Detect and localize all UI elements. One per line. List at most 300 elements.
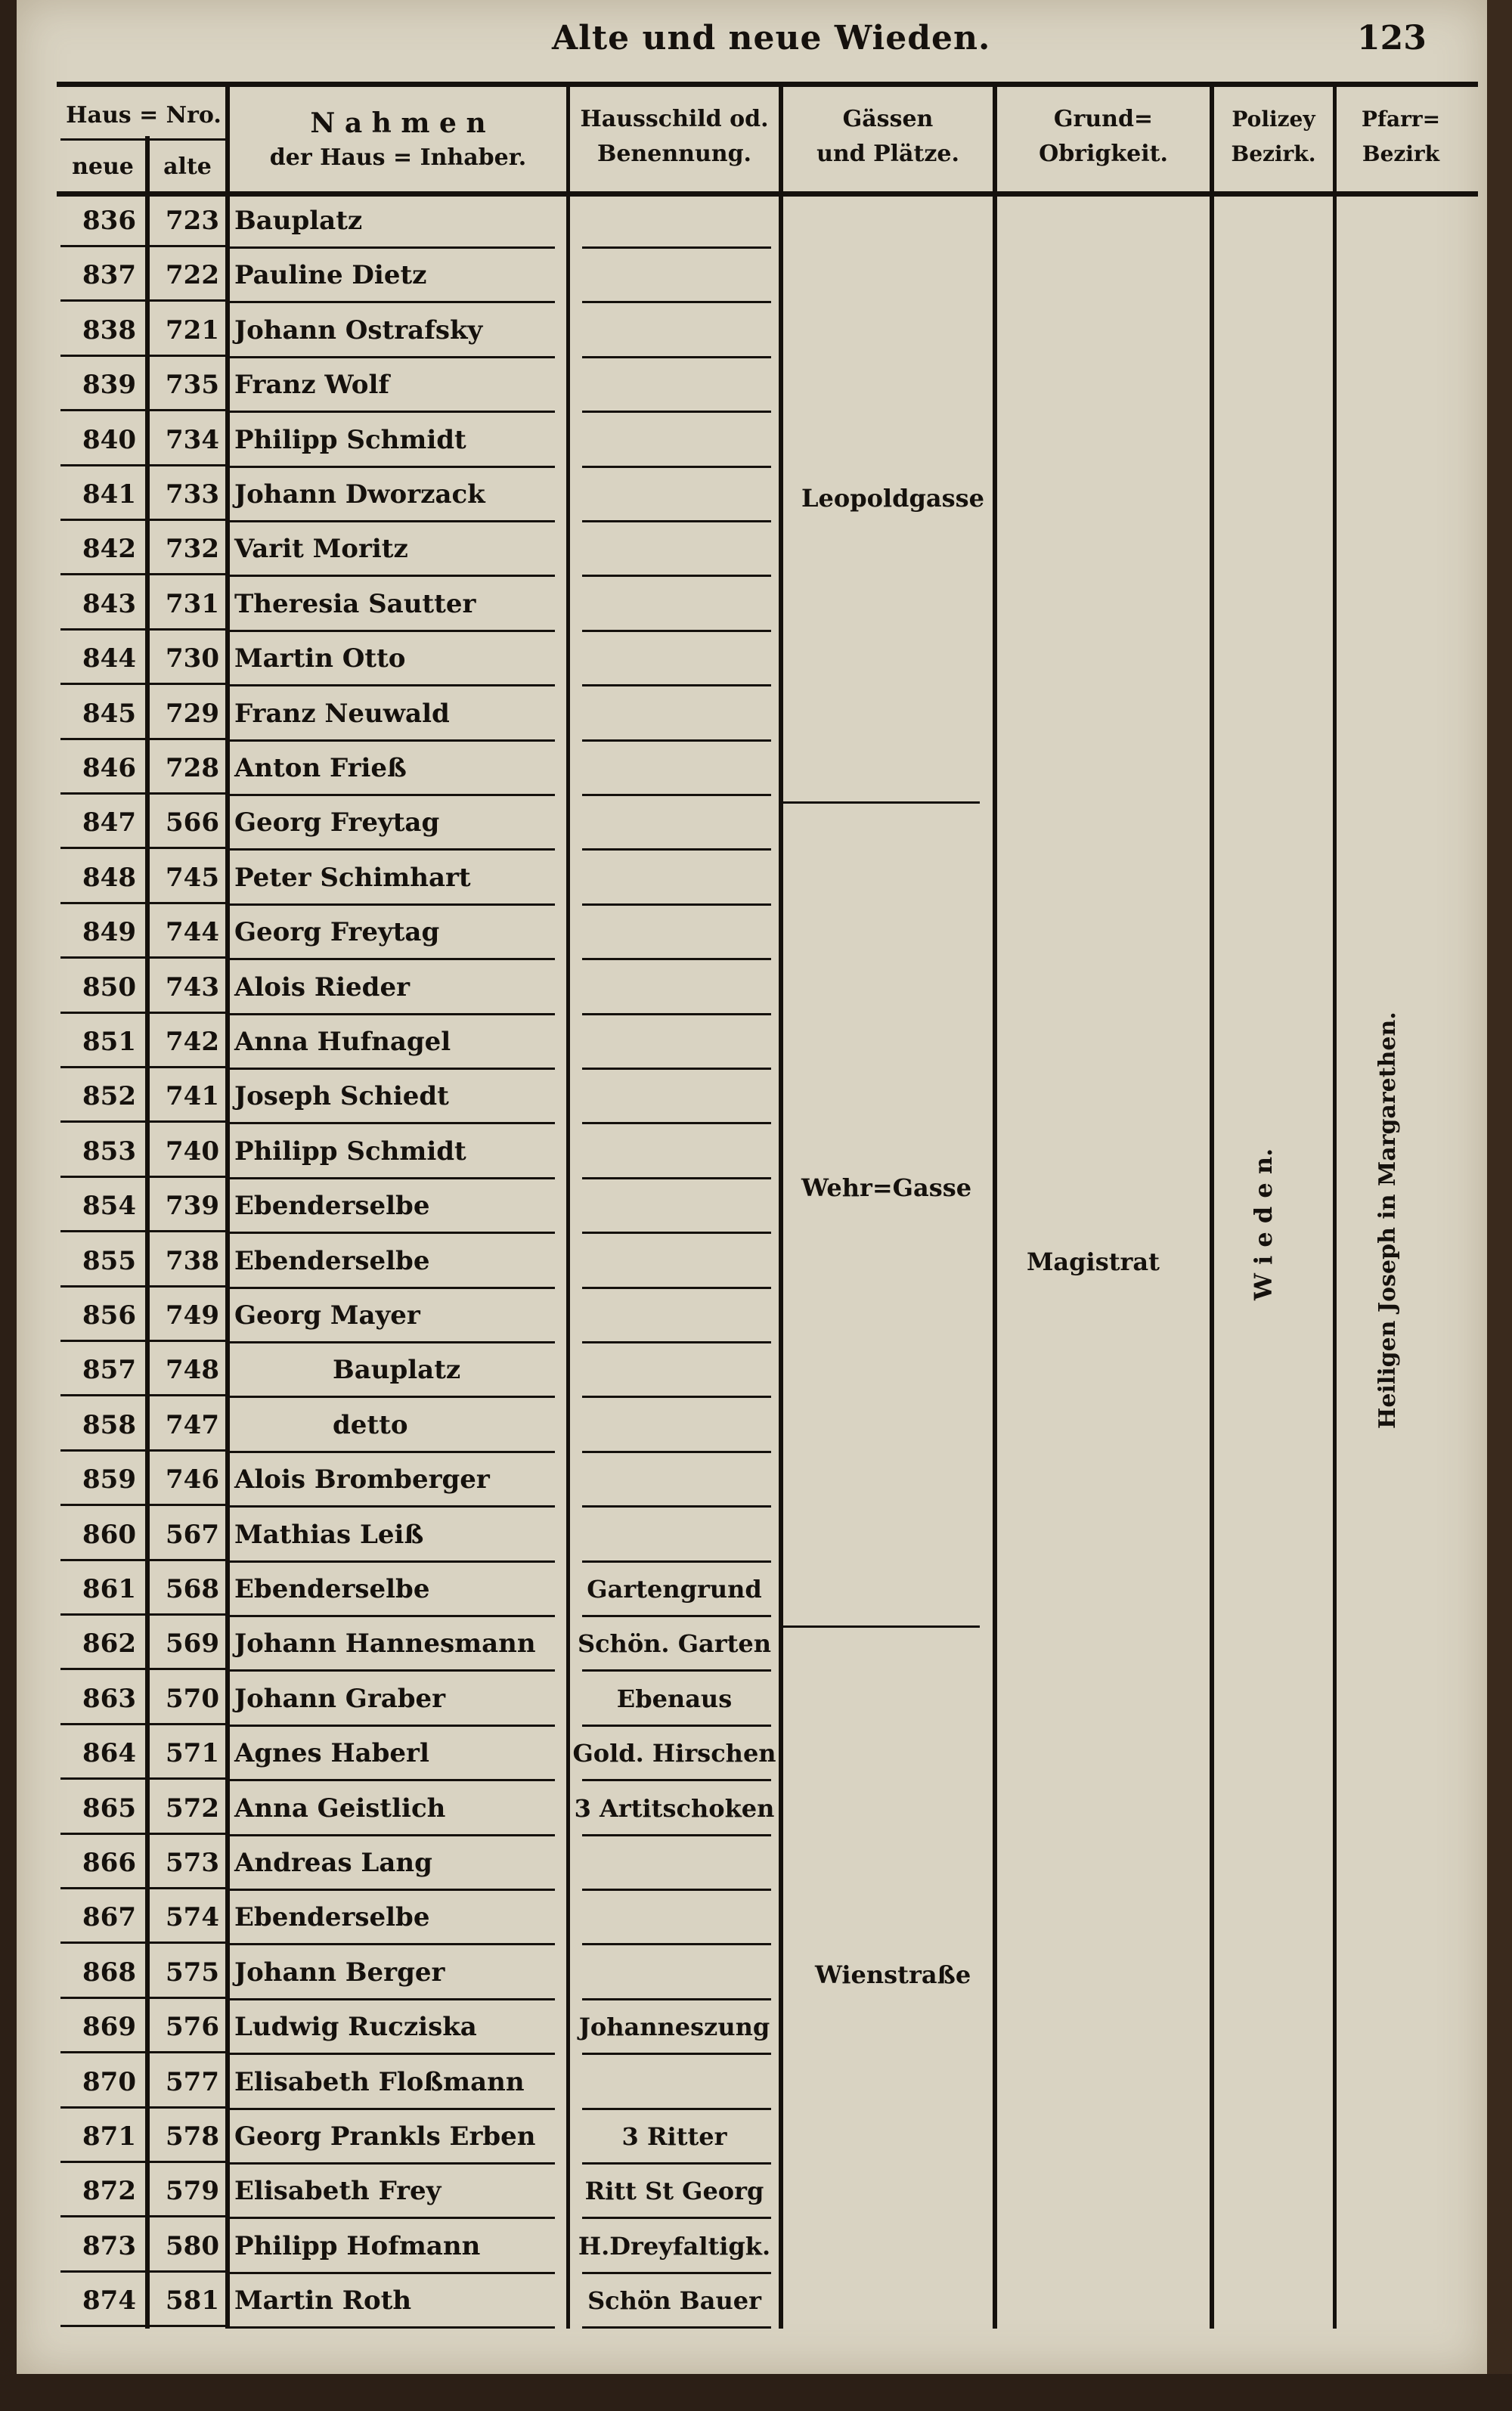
- row-underline-owner: [230, 684, 555, 686]
- row-underline-alte: [150, 2106, 225, 2109]
- row-underline-alte: [150, 1833, 225, 1835]
- row-owner-name: Franz Neuwald: [234, 698, 450, 729]
- row-underline-sign: [582, 1505, 771, 1508]
- row-owner-name: Bauplatz: [234, 206, 363, 236]
- header-pfarr: [1337, 102, 1465, 172]
- row-neue-number: 839: [82, 370, 136, 401]
- col-rule-polizey-pfarr: [1333, 87, 1337, 2329]
- row-neue-number: 862: [82, 1629, 136, 1659]
- row-alte-number: 579: [166, 2176, 219, 2207]
- row-underline-owner: [230, 1068, 555, 1070]
- row-underline-sign: [582, 2326, 771, 2329]
- row-owner-name: Martin Roth: [234, 2285, 412, 2316]
- row-underline: [60, 628, 145, 631]
- row-underline-sign: [582, 356, 771, 358]
- row-owner-name: Theresia Sautter: [234, 588, 476, 619]
- row-underline-owner: [230, 2217, 555, 2219]
- row-owner-name: Georg Mayer: [234, 1300, 420, 1331]
- row-underline-sign: [582, 1287, 771, 1289]
- row-owner-name: Elisabeth Frey: [234, 2176, 442, 2207]
- row-neue-number: 865: [82, 1793, 136, 1824]
- header-polizey-line2: Bezirk.: [1231, 141, 1316, 166]
- row-underline-sign: [582, 1396, 771, 1398]
- row-underline-alte: [150, 1668, 225, 1670]
- row-underline-alte: [150, 1997, 225, 1999]
- row-underline: [60, 2051, 145, 2053]
- col-rule-grund-polizey: [1210, 87, 1214, 2329]
- row-alte-number: 741: [166, 1081, 219, 1112]
- row-neue-number: 858: [82, 1409, 136, 1440]
- row-underline-sign: [582, 903, 771, 906]
- header-alte: [150, 150, 225, 184]
- row-underline-sign: [582, 1341, 771, 1343]
- row-owner-name: Martin Otto: [234, 643, 406, 674]
- col-rule-sign-street: [779, 87, 783, 2329]
- row-underline-owner: [230, 1998, 555, 2000]
- header-haus-nro-label: Haus = Nro.: [66, 102, 222, 129]
- street-wehrgasse: Wehr=Gasse: [801, 1173, 972, 1202]
- col-rule-street-grund: [993, 87, 997, 2329]
- row-underline-owner: [230, 1013, 555, 1015]
- row-underline-owner: [230, 1177, 555, 1179]
- row-owner-name: Ebenderselbe: [234, 1191, 430, 1222]
- row-underline: [60, 1120, 145, 1123]
- row-underline-sign: [582, 2217, 771, 2219]
- row-alte-number: 748: [166, 1355, 219, 1386]
- row-hausschild: Schön. Garten: [577, 1629, 772, 1659]
- row-underline-sign: [582, 2108, 771, 2110]
- page-number: 123: [1357, 19, 1427, 57]
- row-underline-sign: [582, 1177, 771, 1179]
- row-owner-name: Bauplatz: [333, 1355, 461, 1386]
- row-underline-alte: [150, 1066, 225, 1068]
- row-underline-alte: [150, 792, 225, 795]
- row-underline-alte: [150, 1723, 225, 1725]
- row-alte-number: 730: [166, 643, 219, 674]
- row-underline-alte: [150, 1230, 225, 1232]
- row-underline-alte: [150, 956, 225, 959]
- row-underline-sign: [582, 1560, 771, 1563]
- row-alte-number: 749: [166, 1300, 219, 1331]
- row-owner-name: Elisabeth Floßmann: [234, 2066, 525, 2097]
- row-underline-alte: [150, 2325, 225, 2327]
- row-underline-sign: [582, 2162, 771, 2165]
- row-neue-number: 870: [82, 2066, 136, 2097]
- row-owner-name: Alois Bromberger: [234, 1464, 490, 1495]
- row-underline-alte: [150, 409, 225, 411]
- header-gassen: [783, 102, 993, 172]
- row-underline-alte: [150, 2215, 225, 2217]
- row-underline: [60, 683, 145, 685]
- row-underline-owner: [230, 2326, 555, 2329]
- row-underline: [60, 2215, 145, 2217]
- row-alte-number: 739: [166, 1191, 219, 1222]
- row-owner-name: Johann Dworzack: [234, 479, 485, 510]
- street-leopoldgasse: Leopoldgasse: [801, 484, 984, 513]
- row-neue-number: 866: [82, 1848, 136, 1878]
- row-owner-name: Ebenderselbe: [234, 1245, 430, 1276]
- row-underline-alte: [150, 1340, 225, 1342]
- row-underline: [60, 1176, 145, 1178]
- row-underline: [60, 1887, 145, 1889]
- row-underline-owner: [230, 2272, 555, 2274]
- row-underline-sign: [582, 1068, 771, 1070]
- row-hausschild: H.Dreyfaltigk.: [578, 2231, 771, 2261]
- row-underline-sign: [582, 1779, 771, 1781]
- row-underline: [60, 847, 145, 849]
- row-underline-owner: [230, 1505, 555, 1508]
- row-underline-owner: [230, 848, 555, 851]
- row-neue-number: 873: [82, 2230, 136, 2261]
- row-underline: [60, 738, 145, 740]
- row-underline-sign: [582, 1451, 771, 1453]
- row-underline-owner: [230, 575, 555, 577]
- row-underline-owner: [230, 903, 555, 906]
- row-underline-sign: [582, 246, 771, 249]
- row-underline: [60, 573, 145, 575]
- row-hausschild: Gold. Hirschen: [572, 1739, 776, 1768]
- header-neue: [60, 150, 145, 184]
- row-alte-number: 746: [166, 1464, 219, 1495]
- row-alte-number: 567: [166, 1519, 219, 1550]
- row-underline-sign: [582, 575, 771, 577]
- row-underline: [60, 464, 145, 466]
- row-alte-number: 729: [166, 698, 219, 729]
- row-neue-number: 853: [82, 1136, 136, 1167]
- pfarr-bezirk-margarethen: Heiligen Joseph in Margarethen.: [1374, 1012, 1401, 1429]
- top-rule: [57, 82, 1478, 87]
- row-owner-name: Franz Wolf: [234, 370, 389, 401]
- row-underline-alte: [150, 245, 225, 247]
- row-underline-sign: [582, 1889, 771, 1891]
- row-owner-name: Georg Freytag: [234, 917, 440, 948]
- row-underline: [60, 792, 145, 795]
- row-alte-number: 571: [166, 1738, 219, 1769]
- row-owner-name: Alois Rieder: [234, 972, 410, 1003]
- header-nahmen: [230, 106, 566, 175]
- row-underline-sign: [582, 630, 771, 632]
- running-title: Alte und neue Wieden.: [552, 19, 991, 57]
- row-underline-sign: [582, 1232, 771, 1234]
- row-owner-name: Anna Geistlich: [234, 1793, 446, 1824]
- row-alte-number: 735: [166, 370, 219, 401]
- row-underline-alte: [150, 1394, 225, 1396]
- row-underline-owner: [230, 411, 555, 413]
- row-owner-name: Andreas Lang: [234, 1848, 432, 1878]
- row-underline-owner: [230, 794, 555, 796]
- row-underline: [60, 902, 145, 904]
- row-underline-alte: [150, 1449, 225, 1452]
- row-underline-owner: [230, 1889, 555, 1891]
- row-neue-number: 864: [82, 1738, 136, 1769]
- row-underline-owner: [230, 1779, 555, 1781]
- row-alte-number: 743: [166, 972, 219, 1003]
- haus-nro-underline: [60, 138, 227, 141]
- row-underline-alte: [150, 738, 225, 740]
- row-owner-name: Johann Berger: [234, 1957, 445, 1988]
- header-haus-nro: [60, 98, 227, 133]
- row-neue-number: 854: [82, 1191, 136, 1222]
- row-underline: [60, 1559, 145, 1561]
- row-neue-number: 842: [82, 534, 136, 565]
- grund-obrigkeit-magistrat: Magistrat: [1027, 1247, 1160, 1276]
- row-underline: [60, 1997, 145, 1999]
- row-underline: [60, 1613, 145, 1616]
- row-alte-number: 575: [166, 1957, 219, 1988]
- row-owner-name: Joseph Schiedt: [234, 1081, 449, 1112]
- col-rule-alte-owner: [225, 87, 230, 2329]
- row-underline-sign: [582, 1615, 771, 1617]
- row-underline-sign: [582, 520, 771, 522]
- header-polizey-line1: Polizey: [1232, 107, 1315, 132]
- row-underline-alte: [150, 847, 225, 849]
- row-underline-sign: [582, 794, 771, 796]
- row-owner-name: detto: [333, 1409, 408, 1440]
- row-underline-sign: [582, 301, 771, 303]
- row-underline-owner: [230, 1287, 555, 1289]
- row-hausschild: Ebenaus: [616, 1684, 733, 1713]
- row-underline-sign: [582, 1998, 771, 2000]
- row-underline-owner: [230, 356, 555, 358]
- row-underline-alte: [150, 1777, 225, 1780]
- row-underline: [60, 1723, 145, 1725]
- row-neue-number: 852: [82, 1081, 136, 1112]
- header-hausschild: [570, 102, 779, 172]
- book-binding: [1487, 0, 1512, 2411]
- row-underline-owner: [230, 1669, 555, 1672]
- row-owner-name: Anton Frieß: [234, 753, 407, 783]
- row-underline-alte: [150, 355, 225, 357]
- row-underline-alte: [150, 519, 225, 521]
- row-alte-number: 722: [166, 260, 219, 291]
- row-underline: [60, 299, 145, 302]
- row-underline: [60, 1394, 145, 1396]
- row-owner-name: Varit Moritz: [234, 534, 408, 565]
- row-alte-number: 566: [166, 807, 219, 838]
- header-nahmen-line2: der Haus = Inhaber.: [269, 144, 527, 171]
- row-underline: [60, 2106, 145, 2109]
- header-grund: [997, 102, 1210, 172]
- row-underline-owner: [230, 1451, 555, 1453]
- row-neue-number: 851: [82, 1027, 136, 1057]
- row-underline-owner: [230, 1943, 555, 1945]
- row-alte-number: 577: [166, 2066, 219, 2097]
- header-gassen-line1: Gässen: [842, 106, 934, 132]
- row-alte-number: 723: [166, 206, 219, 236]
- row-neue-number: 837: [82, 260, 136, 291]
- header-polizey: [1214, 102, 1333, 172]
- row-underline-owner: [230, 1232, 555, 1234]
- row-neue-number: 838: [82, 315, 136, 346]
- row-alte-number: 721: [166, 315, 219, 346]
- row-underline-owner: [230, 1615, 555, 1617]
- row-owner-name: Mathias Leiß: [234, 1519, 424, 1550]
- header-pfarr-line1: Pfarr=: [1361, 107, 1441, 132]
- row-underline-sign: [582, 1669, 771, 1672]
- street-wienstrasse: Wienstraße: [815, 1960, 971, 1989]
- header-bottom-rule: [57, 191, 1478, 197]
- row-underline-owner: [230, 2053, 555, 2055]
- row-hausschild: Johanneszung: [578, 2013, 770, 2042]
- row-alte-number: 734: [166, 424, 219, 455]
- header-neue-label: neue: [72, 153, 134, 180]
- row-underline-owner: [230, 958, 555, 960]
- row-underline-owner: [230, 1725, 555, 1727]
- row-alte-number: 738: [166, 1245, 219, 1276]
- row-underline-alte: [150, 1559, 225, 1561]
- row-alte-number: 568: [166, 1574, 219, 1604]
- row-hausschild: 3 Artitschoken: [574, 1793, 775, 1823]
- row-alte-number: 733: [166, 479, 219, 510]
- row-alte-number: 573: [166, 1848, 219, 1878]
- row-underline-alte: [150, 2270, 225, 2273]
- row-underline-sign: [582, 2272, 771, 2274]
- row-underline-owner: [230, 1341, 555, 1343]
- row-underline-alte: [150, 573, 225, 575]
- row-underline: [60, 519, 145, 521]
- row-underline-owner: [230, 1834, 555, 1836]
- header-grund-line2: Obrigkeit.: [1039, 141, 1168, 167]
- row-underline-owner: [230, 520, 555, 522]
- row-neue-number: 843: [82, 588, 136, 619]
- row-owner-name: Philipp Schmidt: [234, 1136, 466, 1167]
- row-owner-name: Georg Freytag: [234, 807, 440, 838]
- row-underline: [60, 1668, 145, 1670]
- row-underline-alte: [150, 683, 225, 685]
- row-underline-owner: [230, 1396, 555, 1398]
- row-underline-alte: [150, 2161, 225, 2163]
- row-alte-number: 572: [166, 1793, 219, 1824]
- row-alte-number: 732: [166, 534, 219, 565]
- row-underline: [60, 409, 145, 411]
- row-underline: [60, 956, 145, 959]
- row-underline: [60, 1504, 145, 1506]
- row-neue-number: 861: [82, 1574, 136, 1604]
- row-neue-number: 849: [82, 917, 136, 948]
- row-neue-number: 857: [82, 1355, 136, 1386]
- row-underline: [60, 1777, 145, 1780]
- row-underline-sign: [582, 2053, 771, 2055]
- row-underline: [60, 355, 145, 357]
- row-neue-number: 848: [82, 862, 136, 893]
- row-underline-alte: [150, 1887, 225, 1889]
- row-alte-number: 742: [166, 1027, 219, 1057]
- page-bottom-edge: [0, 2374, 1512, 2411]
- row-neue-number: 846: [82, 753, 136, 783]
- col-rule-owner-sign: [566, 87, 570, 2329]
- row-owner-name: Agnes Haberl: [234, 1738, 429, 1769]
- row-underline: [60, 1449, 145, 1452]
- row-underline: [60, 2161, 145, 2163]
- row-underline-alte: [150, 1012, 225, 1014]
- row-alte-number: 731: [166, 588, 219, 619]
- row-hausschild: 3 Ritter: [621, 2122, 727, 2151]
- header-pfarr-line2: Bezirk: [1362, 141, 1440, 166]
- row-owner-name: Ludwig Rucziska: [234, 2012, 477, 2043]
- row-neue-number: 856: [82, 1300, 136, 1331]
- row-alte-number: 740: [166, 1136, 219, 1167]
- row-hausschild: Gartengrund: [587, 1575, 762, 1604]
- row-underline-owner: [230, 2162, 555, 2165]
- row-underline-sign: [582, 466, 771, 468]
- row-underline: [60, 1285, 145, 1288]
- row-underline-sign: [582, 958, 771, 960]
- row-alte-number: 747: [166, 1409, 219, 1440]
- row-alte-number: 574: [166, 1902, 219, 1933]
- row-underline-alte: [150, 628, 225, 631]
- row-neue-number: 836: [82, 206, 136, 236]
- row-neue-number: 855: [82, 1245, 136, 1276]
- row-underline-alte: [150, 1285, 225, 1288]
- row-underline-sign: [582, 1122, 771, 1124]
- header-grund-line1: Grund=: [1053, 106, 1154, 132]
- street-separator-2: [783, 1625, 980, 1628]
- row-neue-number: 860: [82, 1519, 136, 1550]
- header-gassen-line2: und Plätze.: [816, 141, 959, 167]
- row-owner-name: Johann Hannesmann: [234, 1629, 536, 1659]
- row-alte-number: 580: [166, 2230, 219, 2261]
- row-underline: [60, 1340, 145, 1342]
- row-owner-name: Anna Hufnagel: [234, 1027, 451, 1057]
- header-alte-label: alte: [163, 153, 212, 180]
- row-neue-number: 844: [82, 643, 136, 674]
- row-underline-sign: [582, 1834, 771, 1836]
- row-neue-number: 840: [82, 424, 136, 455]
- row-owner-name: Georg Prankls Erben: [234, 2121, 536, 2152]
- row-underline: [60, 1833, 145, 1835]
- row-alte-number: 576: [166, 2012, 219, 2043]
- row-underline-alte: [150, 2051, 225, 2053]
- row-underline: [60, 1942, 145, 1944]
- polizey-bezirk-wieden: W i e d e n.: [1249, 1148, 1278, 1300]
- row-underline: [60, 1066, 145, 1068]
- header-nahmen-line1: N a h m e n: [310, 107, 486, 139]
- row-underline: [60, 1012, 145, 1014]
- row-underline-alte: [150, 1120, 225, 1123]
- row-underline-alte: [150, 1504, 225, 1506]
- row-neue-number: 867: [82, 1902, 136, 1933]
- row-neue-number: 871: [82, 2121, 136, 2152]
- row-owner-name: Ebenderselbe: [234, 1902, 430, 1933]
- row-underline-owner: [230, 630, 555, 632]
- row-underline: [60, 2270, 145, 2273]
- row-owner-name: Pauline Dietz: [234, 260, 427, 291]
- street-separator-1: [783, 801, 980, 804]
- row-neue-number: 868: [82, 1957, 136, 1988]
- row-owner-name: Philipp Schmidt: [234, 424, 466, 455]
- row-underline-owner: [230, 1560, 555, 1563]
- row-alte-number: 569: [166, 1629, 219, 1659]
- row-alte-number: 745: [166, 862, 219, 893]
- row-neue-number: 859: [82, 1464, 136, 1495]
- header-hausschild-line2: Benennung.: [596, 141, 751, 167]
- row-underline: [60, 2325, 145, 2327]
- row-alte-number: 578: [166, 2121, 219, 2152]
- row-underline-sign: [582, 1725, 771, 1727]
- row-underline-sign: [582, 1943, 771, 1945]
- row-neue-number: 872: [82, 2176, 136, 2207]
- row-neue-number: 850: [82, 972, 136, 1003]
- row-neue-number: 869: [82, 2012, 136, 2043]
- row-alte-number: 728: [166, 753, 219, 783]
- row-owner-name: Philipp Hofmann: [234, 2230, 481, 2261]
- row-underline-alte: [150, 1942, 225, 1944]
- row-underline: [60, 245, 145, 247]
- row-underline-owner: [230, 1122, 555, 1124]
- row-owner-name: Johann Ostrafsky: [234, 315, 483, 346]
- row-underline-alte: [150, 464, 225, 466]
- row-owner-name: Johann Graber: [234, 1683, 446, 1714]
